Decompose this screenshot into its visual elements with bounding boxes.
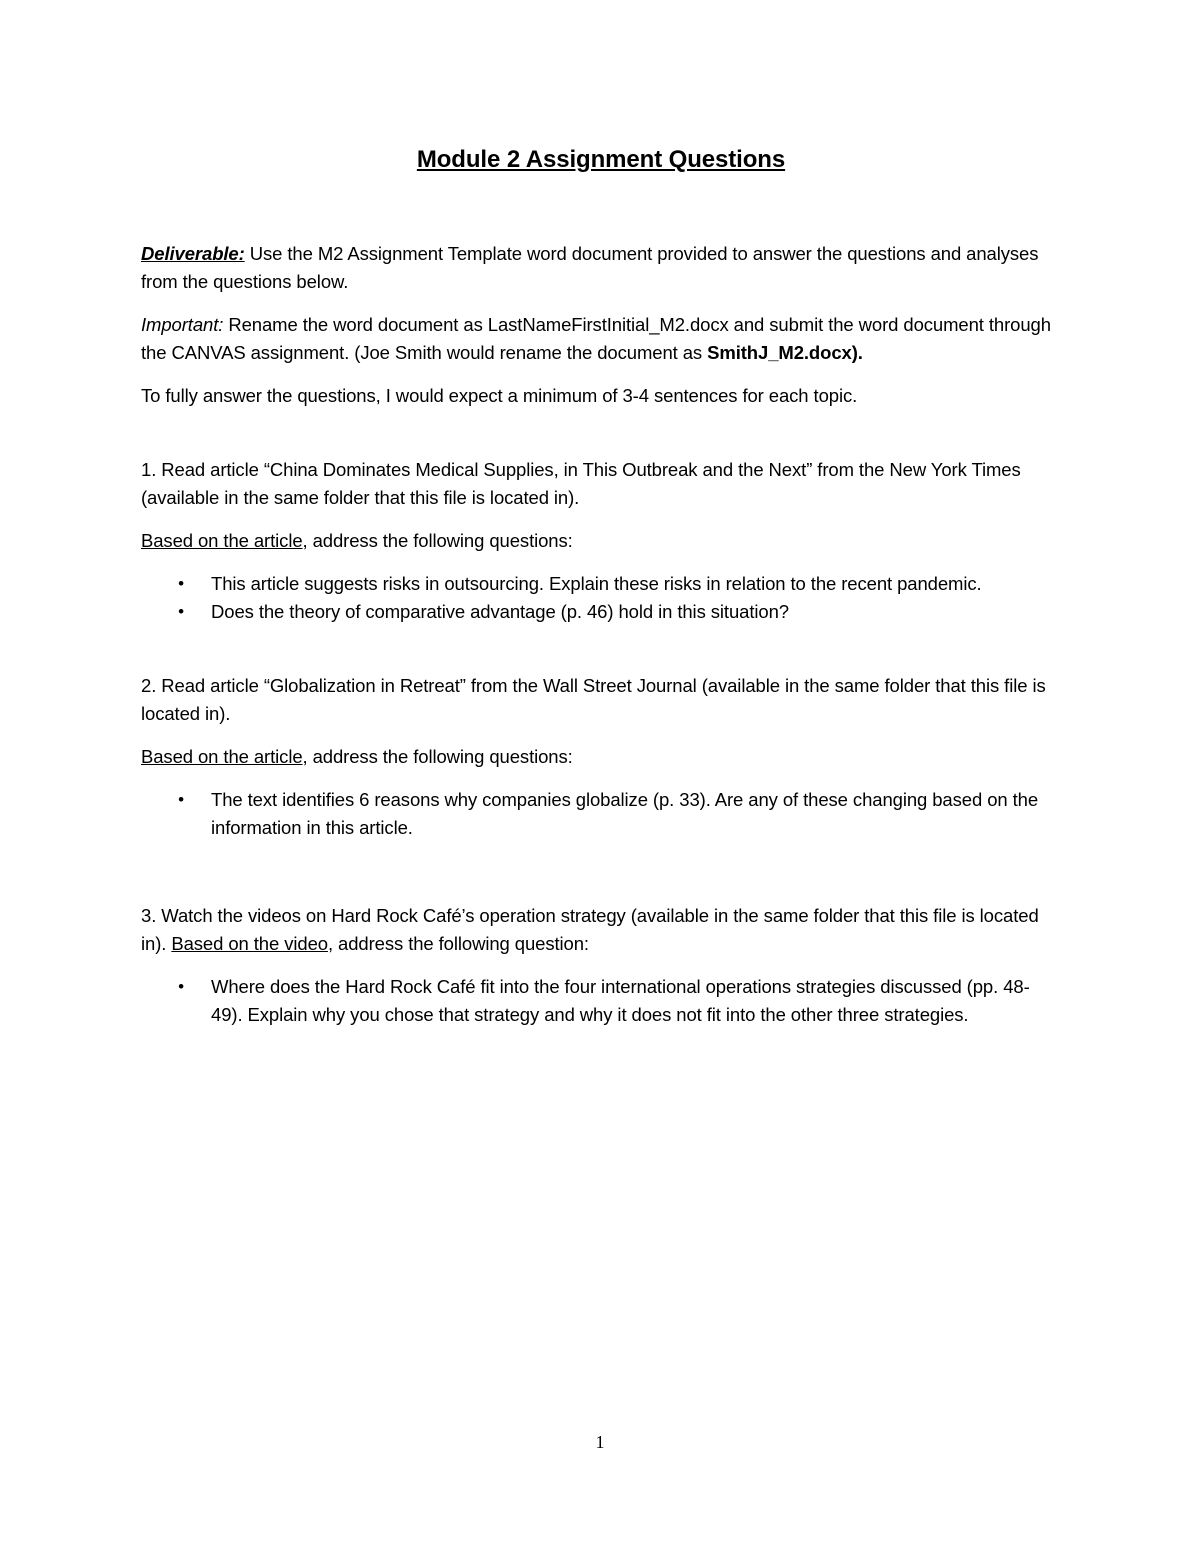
bullet-icon: • [178, 574, 184, 593]
question-3-text-before: 3. Watch the videos on Hard Rock Café’s operation strategy (available in the same folder that this file is located in). [141, 905, 1039, 954]
deliverable-text: Use the M2 Assignment Template word document provided to answer the questions and analyses from the questions below. [141, 243, 1039, 292]
question-1-bullet-1: This article suggests risks in outsourcing. Explain these risks in relation to the recent pandemic. [211, 573, 982, 594]
deliverable-paragraph [141, 240, 1061, 296]
deliverable-label: Deliverable: [141, 243, 245, 264]
document-title: Module 2 Assignment Questions [416, 146, 786, 173]
bullet-icon: • [178, 977, 184, 996]
section-spacer [141, 626, 1061, 672]
bullet-icon: • [178, 790, 184, 809]
list-item [178, 973, 1061, 1029]
page-number: 1 [595, 1432, 605, 1452]
list-item [178, 786, 1061, 842]
section-spacer [141, 425, 1061, 456]
question-3-bullets [141, 973, 1061, 1029]
question-3-based-on-rest: , address the following question: [327, 933, 589, 954]
important-text: Rename the word document as LastNameFirstInitial_M2.docx and submit the word document through the CANVAS assignment. (Joe Smith would rename the document as [141, 314, 1051, 363]
list-item [178, 598, 1061, 626]
important-label: Important: [141, 314, 224, 335]
question-1-text: 1. Read article “China Dominates Medical Supplies, in This Outbreak and the Next” from the New York Times (available in the same folder that this file is located in). [141, 459, 1021, 508]
question-3-bullet-1: Where does the Hard Rock Café fit into the four international operations strategies discussed (pp. 48-49). Explain why you chose that strategy and why it does not fit into the other three strategies. [211, 976, 1030, 1025]
question-1-based-on [141, 527, 1061, 555]
question-2-text: 2. Read article “Globalization in Retreat” from the Wall Street Journal (available in the same folder that this file is located in). [141, 675, 1046, 724]
important-paragraph [141, 311, 1061, 367]
document-body [141, 142, 1061, 1029]
question-2-based-on-rest: , address the following questions: [302, 746, 573, 767]
question-2-bullets [141, 786, 1061, 842]
question-2-based-on [141, 743, 1061, 771]
expectation-paragraph: To fully answer the questions, I would expect a minimum of 3-4 sentences for each topic. [141, 385, 858, 406]
important-example: SmithJ_M2.docx). [707, 342, 863, 363]
question-2-based-on-label: Based on the article [141, 746, 303, 767]
question-1-based-on-rest: , address the following questions: [302, 530, 573, 551]
question-1-bullet-2: Does the theory of comparative advantage (p. 46) hold in this situation? [211, 601, 789, 622]
question-3-based-on-label: Based on the video [171, 933, 328, 954]
bullet-icon: • [178, 602, 184, 621]
list-item [178, 570, 1061, 598]
question-1-based-on-label: Based on the article [141, 530, 303, 551]
question-1-bullets [141, 570, 1061, 626]
question-3-text [141, 902, 1061, 958]
section-spacer [141, 842, 1061, 902]
question-2-bullet-1: The text identifies 6 reasons why companies globalize (p. 33). Are any of these changing based on the information in this article. [211, 789, 1039, 838]
